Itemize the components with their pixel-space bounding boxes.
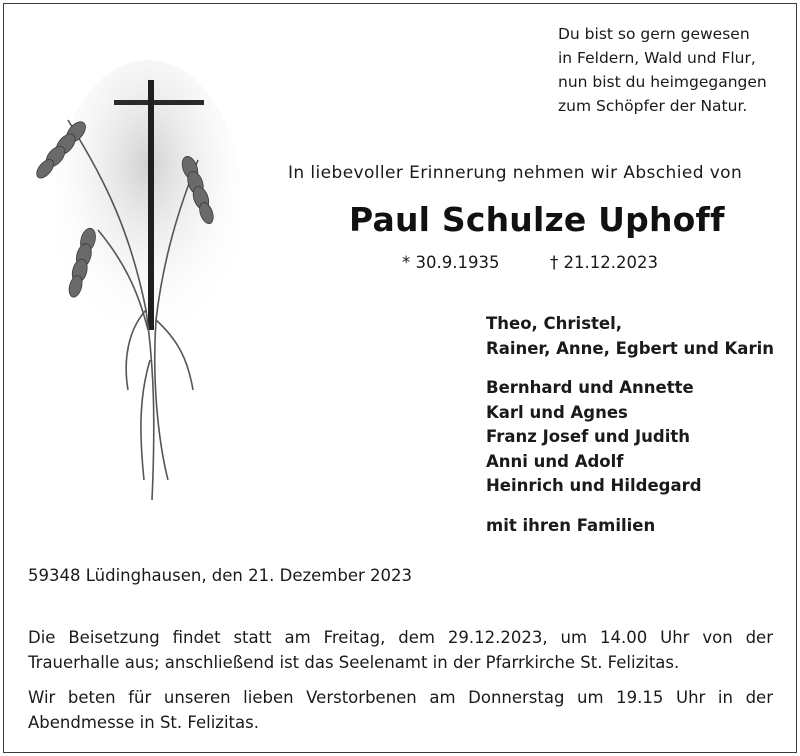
mourner-line: Karl und Agnes	[486, 402, 628, 422]
poem-line: Du bist so gern gewesen	[558, 25, 750, 43]
place-and-date: 59348 Lüdinghausen, den 21. Dezember 2023	[28, 566, 413, 585]
mourners-list	[486, 312, 791, 538]
mourner-line: mit ihren Familien	[486, 515, 656, 535]
poem-line: in Feldern, Wald und Flur,	[558, 49, 756, 67]
cross-and-wheat-illustration	[28, 60, 248, 520]
mourner-line: Rainer, Anne, Egbert und Karin	[486, 338, 774, 358]
funeral-info-paragraph: Die Beisetzung findet statt am Freitag, dem 29.12.2023, um 14.00 Uhr von der Trauerhalle aus; anschließend ist das Seelenamt in der Pfarrkirche St. Felizitas.	[28, 628, 773, 672]
poem-line: nun bist du heimgegangen	[558, 73, 767, 91]
mourner-line: Bernhard und Annette	[486, 378, 694, 397]
prayer-info-paragraph: Wir beten für unseren lieben Verstorbenen am Donnerstag um 19.15 Uhr in der Abendmesse in St. Felizitas.	[28, 688, 773, 732]
deceased-name: Paul Schulze Uphoff	[349, 200, 725, 239]
poem-line: zum Schöpfer der Natur.	[558, 97, 748, 115]
mourner-line: Heinrich und Hildegard	[486, 476, 702, 495]
death-date: † 21.12.2023	[550, 253, 658, 272]
birth-date: * 30.9.1935	[402, 253, 500, 272]
mourner-line: Anni und Adolf	[486, 451, 624, 471]
mourner-line: Theo, Christel,	[486, 314, 623, 333]
poem	[558, 22, 788, 118]
intro-text: In liebevoller Erinnerung nehmen wir Abschied von	[288, 163, 743, 183]
mourner-line: Franz Josef und Judith	[486, 427, 691, 446]
